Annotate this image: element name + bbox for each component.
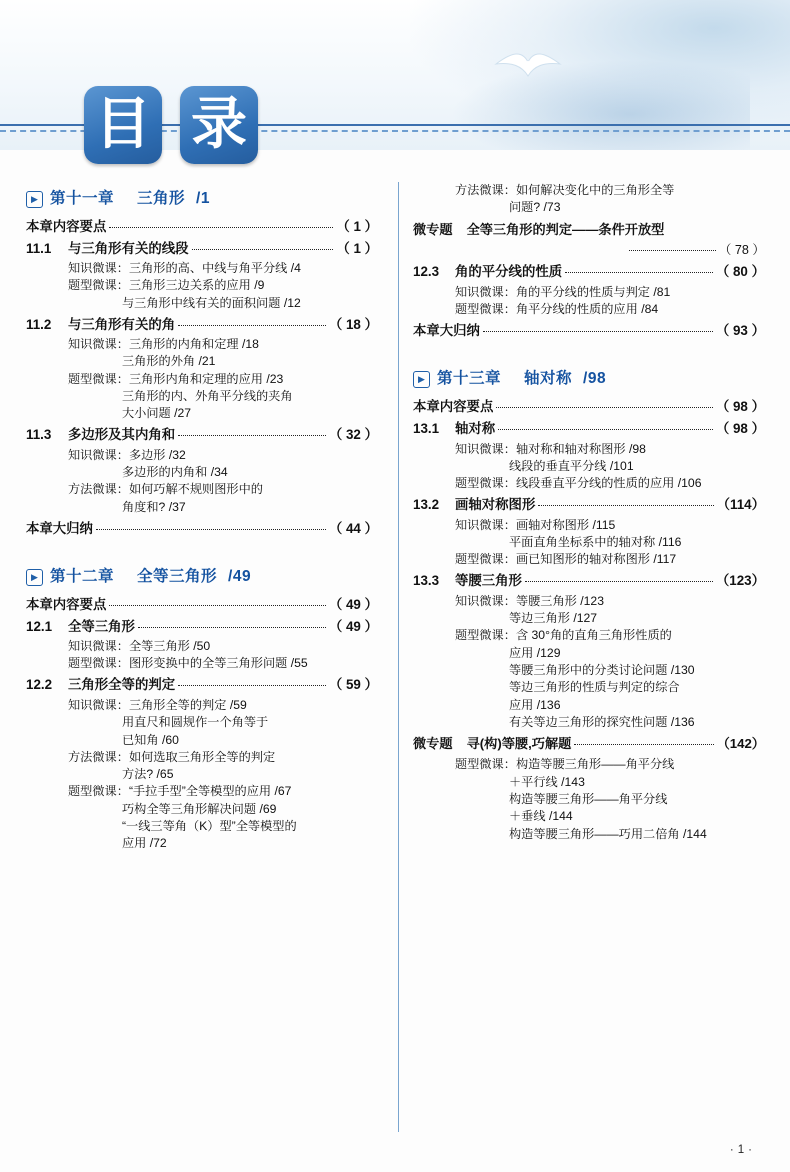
toc-entry[interactable] bbox=[26, 617, 378, 636]
toc-entry[interactable] bbox=[413, 571, 765, 590]
toc-entry[interactable] bbox=[26, 519, 378, 538]
subentry-text: 构造等腰三角形——角平分线 bbox=[509, 792, 668, 807]
page-number-value: 1 bbox=[737, 1144, 745, 1156]
entry-page: （ 59 ） bbox=[328, 677, 378, 693]
chapter-title: 轴对称 bbox=[524, 370, 573, 388]
toc-entry[interactable] bbox=[413, 419, 765, 438]
entry-label: 画轴对称图形 bbox=[455, 497, 536, 513]
subentry-tag: 知识微课： bbox=[68, 261, 129, 276]
subentry-text: 轴对称和轴对称图形 /98 bbox=[515, 441, 646, 456]
entry-label: 与三角形有关的角 bbox=[68, 316, 176, 332]
toc-subentry[interactable] bbox=[68, 655, 378, 672]
entry-label: 多边形及其内角和 bbox=[68, 427, 176, 443]
toc-subentry[interactable] bbox=[455, 593, 765, 610]
subentry-tag: 方法微课： bbox=[68, 749, 129, 764]
leader-dots bbox=[629, 250, 716, 251]
bird-icon bbox=[492, 44, 564, 84]
toc-subentry[interactable] bbox=[455, 475, 765, 492]
toc-entry[interactable] bbox=[413, 495, 765, 514]
subentry-text: 应用 /72 bbox=[122, 836, 167, 851]
leader-dots bbox=[178, 325, 326, 326]
toc-subentry[interactable] bbox=[455, 441, 765, 458]
subentry-text: 如何选取三角形全等的判定 bbox=[128, 749, 276, 764]
entry-number: 11.3 bbox=[26, 427, 52, 443]
subentry-tag: 题型微课： bbox=[455, 552, 516, 567]
chapter-heading[interactable] bbox=[26, 566, 378, 588]
chapter-page: /98 bbox=[583, 370, 607, 388]
subentry-text: ＋平行线 /143 bbox=[509, 774, 585, 789]
subentry-text: 三角形的高、中线与角平分线 /4 bbox=[128, 261, 301, 276]
toc-subentry-continuation[interactable] bbox=[122, 464, 378, 481]
subentry-text: 大小问题 /27 bbox=[122, 406, 192, 421]
toc-subentry-continuation[interactable] bbox=[509, 791, 765, 808]
toc-entry[interactable] bbox=[413, 262, 765, 281]
toc-subentry-continuation[interactable] bbox=[509, 714, 765, 731]
micro-topic-entry[interactable] bbox=[413, 735, 765, 754]
toc-column-right bbox=[413, 182, 775, 1132]
toc-subentry[interactable] bbox=[68, 697, 378, 714]
entry-label: 三角形全等的判定 bbox=[68, 677, 176, 693]
subentry-text: 多边形 /32 bbox=[128, 447, 186, 462]
leader-dots bbox=[178, 435, 326, 436]
chapter-heading[interactable] bbox=[413, 368, 765, 390]
chapter-page: /49 bbox=[228, 568, 252, 586]
chapter-page: /1 bbox=[196, 190, 210, 207]
entry-number: 11.2 bbox=[26, 316, 52, 332]
toc-entry[interactable] bbox=[26, 315, 378, 334]
subentry-text: 有关等边三角形的探究性问题 /136 bbox=[509, 714, 695, 729]
entry-label: 本章内容要点 bbox=[26, 597, 107, 613]
subentry-tag: 知识微课： bbox=[68, 447, 129, 462]
entry-label: 轴对称 bbox=[455, 421, 496, 437]
subentry-text: 应用 /129 bbox=[509, 645, 561, 660]
entry-number: 11.1 bbox=[26, 240, 52, 256]
subentry-text: 多边形的内角和 /34 bbox=[122, 465, 228, 480]
column-divider bbox=[398, 182, 399, 1132]
subentry-text: 巧构全等三角形解决问题 /69 bbox=[122, 801, 277, 816]
chapter-label: 第十二章 bbox=[50, 568, 115, 586]
entry-label: 本章大归纳 bbox=[413, 322, 480, 338]
toc-entry[interactable] bbox=[613, 242, 765, 260]
leader-dots bbox=[109, 605, 326, 606]
subentry-text: 三角形的内、外角平分线的夹角 bbox=[122, 389, 293, 404]
entry-label: 等腰三角形 bbox=[455, 573, 522, 589]
toc-subentry-continuation[interactable] bbox=[122, 818, 378, 835]
leader-dots bbox=[525, 581, 713, 582]
chapter-title: 全等三角形 bbox=[137, 568, 218, 586]
toc-subentry-continuation[interactable] bbox=[509, 610, 765, 627]
toc-subentry[interactable] bbox=[455, 627, 765, 644]
leader-dots bbox=[109, 227, 333, 228]
toc-entry[interactable] bbox=[26, 217, 378, 236]
chapter-title: 三角形 bbox=[137, 190, 186, 207]
subentry-text: 三角形三边关系的应用 /9 bbox=[128, 278, 265, 293]
subentry-text: 画已知图形的轴对称图形 /117 bbox=[515, 552, 677, 567]
subentry-text: 全等三角形 /50 bbox=[128, 639, 211, 654]
play-flag-icon: ▶ bbox=[26, 569, 43, 586]
subentry-tag: 知识微课： bbox=[68, 639, 129, 654]
toc-subentry[interactable] bbox=[68, 447, 378, 464]
toc-subentry[interactable] bbox=[68, 481, 378, 498]
leader-dots bbox=[192, 249, 334, 250]
subentry-tag: 知识微课： bbox=[455, 593, 516, 608]
toc-subentry-continuation[interactable] bbox=[509, 199, 765, 216]
subentry-tag: 方法微课： bbox=[455, 183, 516, 197]
section-spacer bbox=[26, 540, 378, 560]
toc-subentry-continuation[interactable] bbox=[122, 295, 378, 312]
entry-page: （ 44 ） bbox=[328, 520, 378, 536]
entry-page: （ 32 ） bbox=[328, 427, 378, 443]
toc-subentry[interactable] bbox=[68, 260, 378, 277]
subentry-text: 三角形的内角和定理 /18 bbox=[128, 337, 259, 352]
toc-subentry-continuation[interactable] bbox=[122, 835, 378, 852]
subentry-tag: 知识微课： bbox=[455, 441, 516, 456]
toc-entry[interactable] bbox=[26, 675, 378, 694]
subentry-text: 构造等腰三角形——角平分线 bbox=[515, 757, 675, 772]
subentry-text: 等边三角形 /127 bbox=[509, 610, 598, 625]
subentry-text: 等边三角形的性质与判定的综合 bbox=[509, 680, 680, 695]
subentry-tag: 知识微课： bbox=[68, 337, 129, 352]
toc-subentry[interactable] bbox=[68, 783, 378, 800]
subentry-tag: 知识微课： bbox=[68, 697, 129, 712]
subentry-tag: 题型微课： bbox=[455, 476, 516, 491]
chapter-label: 第十三章 bbox=[437, 370, 502, 388]
subentry-text: 三角形内角和定理的应用 /23 bbox=[128, 371, 284, 386]
leader-dots bbox=[496, 407, 713, 408]
chapter-label: 第十一章 bbox=[50, 190, 115, 207]
toc-entry[interactable] bbox=[26, 425, 378, 444]
entry-number: 12.3 bbox=[413, 264, 440, 280]
subentry-text: 应用 /136 bbox=[509, 697, 561, 712]
toc-subentry-continuation[interactable] bbox=[509, 697, 765, 714]
subentry-tag: 题型微课： bbox=[68, 784, 129, 799]
toc-subentry-continuation[interactable] bbox=[122, 714, 378, 731]
leader-dots bbox=[565, 272, 713, 273]
entry-page: （ 78 ） bbox=[718, 242, 765, 257]
subentry-text: 线段的垂直平分线 /101 bbox=[509, 458, 634, 473]
toc-subentry[interactable] bbox=[455, 551, 765, 568]
leader-dots bbox=[178, 685, 326, 686]
section-spacer bbox=[413, 342, 765, 362]
entry-number: 12.1 bbox=[26, 618, 53, 634]
toc-subentry-continuation[interactable] bbox=[509, 534, 765, 551]
subentry-tag: 题型微课： bbox=[455, 302, 516, 317]
toc-entry[interactable] bbox=[26, 595, 378, 614]
subentry-text: 角度和? /37 bbox=[122, 499, 186, 514]
page-title bbox=[84, 86, 258, 164]
subentry-tag: 方法微课： bbox=[68, 482, 129, 497]
toc-entry[interactable] bbox=[26, 239, 378, 258]
entry-label: 与三角形有关的线段 bbox=[68, 240, 189, 256]
subentry-text: 方法? /65 bbox=[122, 767, 174, 782]
toc-subentry[interactable] bbox=[455, 756, 765, 773]
entry-page: （ 98 ） bbox=[715, 399, 765, 415]
subentry-text: 等腰三角形中的分类讨论问题 /130 bbox=[509, 662, 695, 677]
micro-topic-text: 全等三角形的判定——条件开放型 bbox=[466, 221, 665, 237]
toc-columns bbox=[0, 182, 790, 1132]
entry-number: 13.3 bbox=[413, 573, 440, 589]
toc-subentry-continuation[interactable] bbox=[509, 662, 765, 679]
entry-page: （ 1 ） bbox=[336, 240, 378, 256]
subentry-text: 与三角形中线有关的面积问题 /12 bbox=[122, 295, 301, 310]
entry-label: 角的平分线的性质 bbox=[455, 264, 563, 280]
subentry-text: 已知角 /60 bbox=[122, 732, 179, 747]
subentry-text: 平面直角坐标系中的轴对称 /116 bbox=[509, 534, 682, 549]
entry-page: （ 49 ） bbox=[328, 618, 378, 634]
toc-subentry-continuation[interactable] bbox=[122, 405, 378, 422]
toc-subentry-continuation[interactable] bbox=[122, 353, 378, 370]
micro-topic-heading[interactable] bbox=[413, 221, 765, 240]
subentry-text: “手拉手型”全等模型的应用 /67 bbox=[128, 784, 292, 799]
toc-entry[interactable] bbox=[413, 397, 765, 416]
entry-label: 全等三角形 bbox=[68, 618, 135, 634]
toc-subentry-continuation[interactable] bbox=[509, 645, 765, 662]
chapter-heading[interactable] bbox=[26, 188, 378, 210]
toc-column-left bbox=[26, 182, 388, 1132]
subentry-tag: 题型微课： bbox=[455, 628, 516, 643]
subentry-text: 三角形全等的判定 /59 bbox=[128, 697, 247, 712]
toc-subentry-continuation[interactable] bbox=[509, 774, 765, 791]
entry-page: （ 18 ） bbox=[328, 316, 378, 332]
toc-subentry-continuation[interactable] bbox=[122, 388, 378, 405]
subentry-text: 角平分线的性质的应用 /84 bbox=[515, 302, 659, 317]
toc-subentry-continuation[interactable] bbox=[509, 808, 765, 825]
toc-subentry[interactable] bbox=[68, 638, 378, 655]
subentry-text: 构造等腰三角形——巧用二倍角 /144 bbox=[509, 826, 707, 841]
leader-dots bbox=[96, 529, 326, 530]
subentry-tag: 知识微课： bbox=[455, 517, 516, 532]
toc-subentry[interactable] bbox=[68, 277, 378, 294]
toc-subentry-continuation[interactable] bbox=[122, 499, 378, 516]
micro-topic-label: 微专题 bbox=[413, 736, 453, 752]
leader-dots bbox=[138, 627, 326, 628]
title-char-lu: 录 bbox=[180, 86, 258, 164]
entry-number: 13.1 bbox=[413, 421, 440, 437]
subentry-tag: 题型微课： bbox=[68, 656, 129, 671]
subentry-tag: 知识微课： bbox=[455, 284, 516, 299]
leader-dots bbox=[538, 505, 713, 506]
subentry-text: 等腰三角形 /123 bbox=[515, 593, 604, 608]
entry-page: （ 98 ） bbox=[715, 421, 765, 437]
entry-page: （114） bbox=[716, 497, 765, 513]
micro-topic-label: 微专题 bbox=[413, 221, 453, 237]
toc-subentry-continuation[interactable] bbox=[122, 801, 378, 818]
toc-subentry-continuation[interactable] bbox=[509, 458, 765, 475]
play-flag-icon: ▶ bbox=[26, 191, 43, 208]
subentry-tag: 题型微课： bbox=[455, 757, 516, 772]
title-char-mu: 目 bbox=[84, 86, 162, 164]
subentry-tag: 题型微课： bbox=[68, 278, 129, 293]
subentry-text: 画轴对称图形 /115 bbox=[515, 517, 616, 532]
toc-subentry-continuation[interactable] bbox=[122, 732, 378, 749]
entry-label: 本章大归纳 bbox=[26, 520, 93, 536]
subentry-text: 如何巧解不规则图形中的 bbox=[128, 482, 263, 497]
toc-subentry-continuation[interactable] bbox=[509, 679, 765, 696]
subentry-text: ＋垂线 /144 bbox=[509, 809, 573, 824]
page-number: · 1 · bbox=[729, 1144, 752, 1156]
entry-page: （ 1 ） bbox=[336, 219, 378, 234]
entry-label: 本章内容要点 bbox=[413, 399, 494, 415]
entry-label: 本章内容要点 bbox=[26, 219, 107, 234]
entry-page: （142） bbox=[716, 736, 765, 752]
toc-subentry[interactable] bbox=[68, 371, 378, 388]
subentry-text: 用直尺和圆规作一个角等于 bbox=[122, 715, 269, 730]
micro-topic-text: 寻(构)等腰,巧解题 bbox=[466, 736, 572, 752]
subentry-text: “一线三等角（K）型”全等模型的 bbox=[122, 819, 297, 834]
subentry-text: 如何解决变化中的三角形全等 bbox=[515, 183, 675, 197]
entry-page: （ 49 ） bbox=[328, 597, 378, 613]
toc-subentry[interactable] bbox=[455, 517, 765, 534]
subentry-text: 角的平分线的性质与判定 /81 bbox=[515, 284, 671, 299]
entry-page: （ 93 ） bbox=[715, 322, 765, 338]
toc-subentry[interactable] bbox=[455, 284, 765, 301]
entry-page: （ 80 ） bbox=[715, 264, 765, 280]
toc-subentry[interactable] bbox=[455, 301, 765, 318]
play-flag-icon: ▶ bbox=[413, 371, 430, 388]
toc-subentry-continuation[interactable] bbox=[122, 766, 378, 783]
leader-dots bbox=[498, 429, 713, 430]
toc-subentry[interactable] bbox=[68, 336, 378, 353]
entry-number: 12.2 bbox=[26, 677, 53, 693]
subentry-text: 含 30°角的直角三角形性质的 bbox=[515, 628, 672, 643]
subentry-text: 问题? /73 bbox=[509, 200, 561, 215]
entry-number: 13.2 bbox=[413, 497, 440, 513]
subentry-tag: 题型微课： bbox=[68, 371, 129, 386]
toc-subentry-continuation[interactable] bbox=[509, 826, 765, 843]
leader-dots bbox=[574, 744, 713, 745]
subentry-text: 三角形的外角 /21 bbox=[122, 354, 216, 369]
leader-dots bbox=[483, 331, 713, 332]
toc-entry[interactable] bbox=[413, 321, 765, 340]
subentry-text: 图形变换中的全等三角形问题 /55 bbox=[128, 656, 308, 671]
toc-subentry[interactable] bbox=[68, 749, 378, 766]
subentry-text: 线段垂直平分线的性质的应用 /106 bbox=[515, 476, 702, 491]
entry-page: （123） bbox=[715, 573, 765, 589]
toc-subentry[interactable] bbox=[455, 182, 765, 199]
